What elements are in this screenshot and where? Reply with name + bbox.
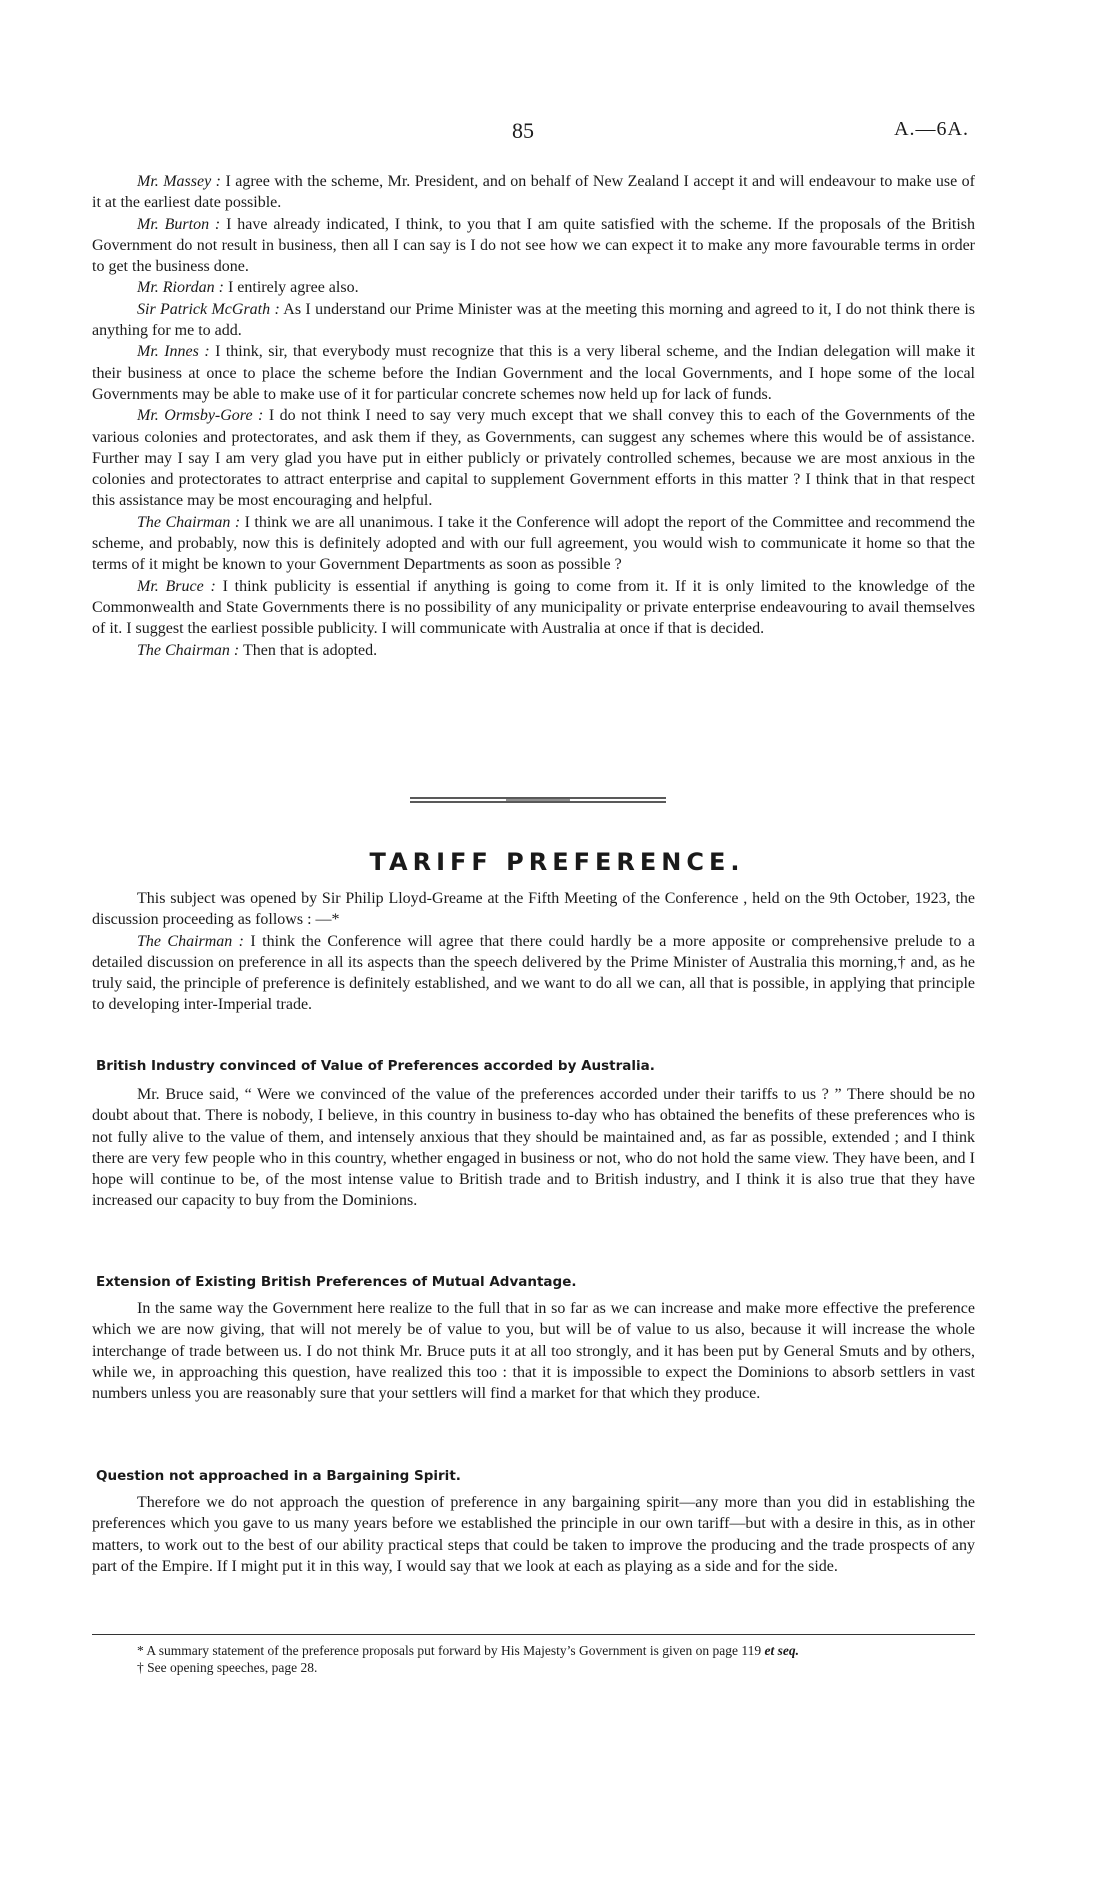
speech-text: I think publicity is essential if anything is going to come from it. If it is only limited to the knowledge of the Commonwealth and State Governments there is no possibility of any municipality or private enterprise endeavouring to avail themselves of it. I suggest the earliest possible publicity. I will communicate with Australia at once if that is decided. — [92, 577, 976, 638]
subheading: Question not approached in a Bargaining Spirit. — [96, 1468, 461, 1484]
speaker-name: Mr. Ormsby-Gore : — [137, 407, 264, 425]
section-divider — [410, 796, 666, 804]
speaker-name: Mr. Innes : — [137, 343, 210, 361]
speech-paragraph — [92, 640, 975, 661]
speech-paragraph — [92, 277, 975, 298]
subsection-body — [92, 1084, 975, 1212]
speaker-name: The Chairman : — [137, 513, 241, 531]
tariff-intro — [92, 888, 975, 1016]
speech-text: As I understand our Prime Minister was at the meeting this morning and agreed to it, I do not think there is anything for me to add. — [92, 300, 975, 340]
speech-text: I agree with the scheme, Mr. President, and on behalf of New Zealand I accept it and will endeavour to make use of it at the earliest date possible. — [92, 173, 976, 212]
footnote: † See opening speeches, page 28. — [137, 1660, 318, 1675]
opening-discussion — [92, 171, 975, 661]
intro-paragraph: This subject was opened by Sir Philip Lloyd-Greame at the Fifth Meeting of the Conference , held on the 9th October, 1923, the discussion proceeding as follows : —* — [92, 890, 975, 929]
body-paragraph: In the same way the Government here realize to the full that in so far as we can increase and make more effective the preference which we are now giving, that will not merely be of value to you, but will be of value to us also, because it will increase the whole interchange of trade between us. I do not think Mr. Bruce puts it at all too strongly, and it has been put by General Smuts and by others, while we, in approaching this question, have realized this too : that it is impossible to expect the Dominions to absorb settlers in vast numbers unless you are reasonably sure that your settlers will find a market for that which they produce. — [92, 1300, 975, 1403]
speaker-name: Mr. Riordan : — [137, 279, 224, 297]
speech-text: I think we are all unanimous. I take it the Conference will adopt the report of the Committee and recommend the scheme, and probably, now this is definitely adopted and with our full agreement, you would wish to communicate it home so that the terms of it might be known to your Government Departments as soon as possible ? — [92, 513, 975, 574]
speaker-name: Mr. Burton : — [137, 215, 221, 233]
speech-text: I have already indicated, I think, to you that I am quite satisfied with the scheme. If the proposals of the British Government do not result in business, then all I can say is I do not see how we can expect it to make any more favourable terms in order to get the business done. — [92, 215, 976, 276]
speech-text: I entirely agree also. — [223, 279, 359, 297]
speaker-name: Mr. Bruce : — [137, 577, 216, 595]
speech-paragraph — [92, 214, 975, 278]
speech-paragraph — [92, 512, 975, 576]
page-header — [0, 118, 1114, 148]
speech-paragraph — [92, 341, 975, 405]
speech-paragraph — [92, 931, 975, 1016]
speech-text: I do not think I need to say very much except that we shall convey this to each of the Governments of the various colonies and protectorates, and ask them if they, as Governments, can suggest any schemes where this would be of assistance. Further may I say I am very glad you have put in either publicly or privately controlled schemes, because we are most anxious in the colonies and protectorates to attract enterprise and capital to supplement Government efforts in this matter ? I think that in that respect this assistance may be most encouraging and helpful. — [92, 407, 975, 510]
footnote-rule — [92, 1634, 975, 1635]
speech-text: Then that is adopted. — [239, 641, 378, 659]
speech-paragraph — [92, 171, 975, 214]
body-paragraph: Therefore we do not approach the question of preference in any bargaining spirit—any more than you did in establishing the preferences which you gave to us many years before we established the principle in our own tariff—but with a desire in this, as in other matters, to work out to the best of our ability practical steps that could be taken to improve the producing and the trade prospects of any part of the Empire. If I might put it in this way, I would say that we look at each as playing as a side and for the side. — [92, 1494, 975, 1575]
footnote — [92, 1642, 975, 1659]
document-reference: A.—6A. — [894, 118, 969, 140]
speaker-name: The Chairman : — [137, 932, 245, 950]
speech-paragraph — [92, 405, 975, 511]
speech-text: I think the Conference will agree that there could hardly be a more apposite or comprehensive prelude to a detailed discussion on preference in all its aspects than the speech delivered by the Prime Minister of Australia this morning,† and, as he truly said, the principle of preference is definitely established, and we want to do all we can, all that is possible, in applying that principle to developing inter-Imperial trade. — [92, 932, 975, 1014]
speech-paragraph — [92, 299, 975, 342]
subsection-body — [92, 1492, 975, 1577]
footnote-text: * A summary statement of the preference proposals put forward by His Majesty’s Government is given on page 119 — [137, 1643, 765, 1658]
speaker-name: Sir Patrick McGrath : — [137, 300, 280, 318]
page-number: 85 — [512, 118, 534, 143]
footnotes — [92, 1642, 975, 1676]
subheading: British Industry convinced of Value of Preferences accorded by Australia. — [96, 1058, 655, 1074]
speaker-name: Mr. Massey : — [137, 173, 221, 190]
subsection-body — [92, 1298, 975, 1404]
speech-paragraph — [92, 576, 975, 640]
speech-text: I think, sir, that everybody must recognize that this is a very liberal scheme, and the Indian delegation will make it their business at once to place the scheme before the Indian Government and the local Governments, and I hope some of the local Governments may be able to make use of it for particular concrete schemes now held up for lack of funds. — [92, 343, 976, 403]
speaker-name: The Chairman : — [137, 641, 240, 659]
body-paragraph: Mr. Bruce said, “ Were we convinced of the value of the preferences accorded under their tariffs to us ? ” There should be no doubt about that. There is nobody, I believe, in this country in business to-day who has obtained the benefits of these preferences who is not fully alive to the value of them, and intensely anxious that they should be maintained and, as far as possible, extended ; and I think there are very few people who in this country, whether engaged in business or not, who do not hold the same view. They have been, and I hope will continue to be, of the most intense value to British trade and to British industry, and I think it is also true that they have increased our capacity to buy from the Dominions. — [92, 1086, 975, 1210]
subheading: Extension of Existing British Preferences of Mutual Advantage. — [96, 1274, 577, 1290]
footnote-emphasis: et seq. — [764, 1643, 799, 1658]
section-title: TARIFF PREFERENCE. — [369, 848, 745, 876]
